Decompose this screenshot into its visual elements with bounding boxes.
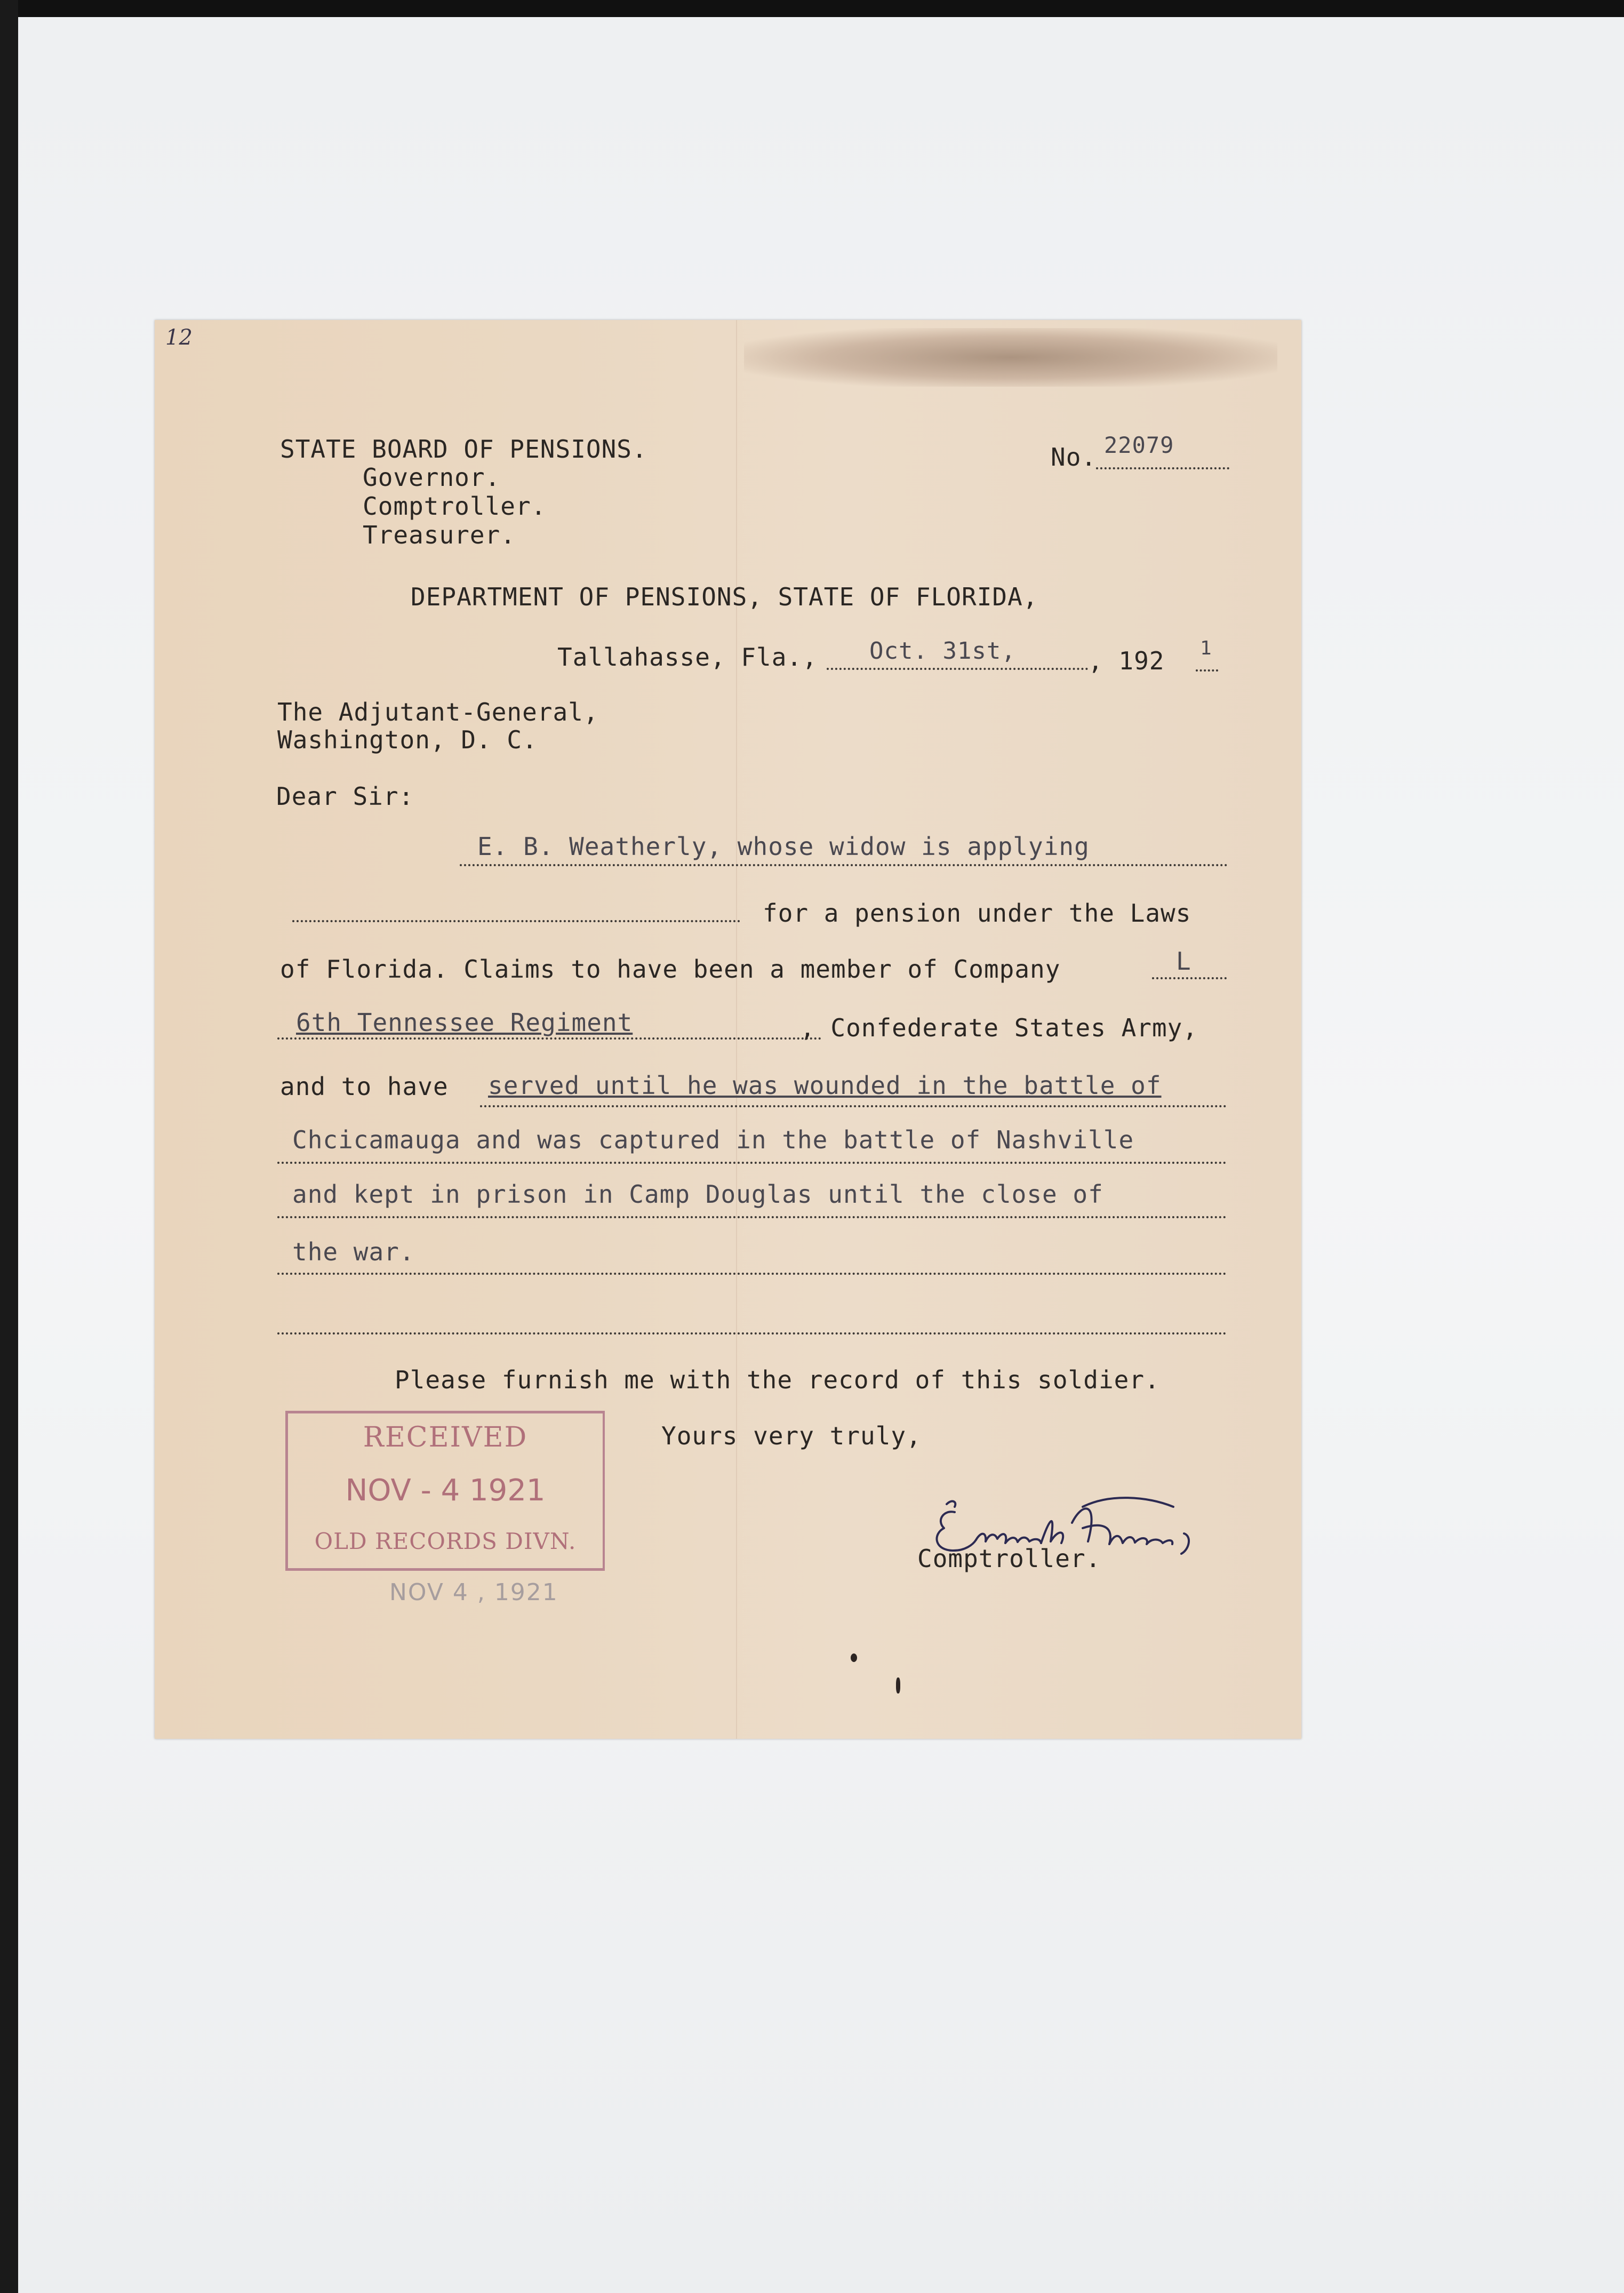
year-digit: 1 (1200, 637, 1212, 659)
signature-title: Comptroller. (917, 1544, 1101, 1573)
number-label: No. (1051, 443, 1097, 472)
soldier-name: E. B. Weatherly, whose widow is applying (477, 832, 1090, 861)
salutation: Dear Sir: (276, 782, 414, 811)
member-comptroller: Comptroller. (363, 492, 547, 521)
company-line (1152, 977, 1227, 979)
name-line (460, 864, 1228, 866)
service-rule-3 (277, 1216, 1227, 1218)
scan-top-border (0, 0, 1624, 17)
service-rule-2 (277, 1162, 1227, 1164)
member-treasurer: Treasurer. (363, 521, 516, 549)
regiment-value: 6th Tennessee Regiment (296, 1008, 633, 1037)
applicant-line (292, 920, 740, 922)
closing-text: Yours very truly, (661, 1421, 922, 1450)
pension-letter (155, 320, 1301, 1739)
request-text: Please furnish me with the record of this soldier. (395, 1365, 1160, 1394)
pension-text: for a pension under the Laws (763, 899, 1191, 928)
company-text: of Florida. Claims to have been a member of Company (280, 955, 1061, 984)
year-line (1196, 669, 1218, 672)
service-line-2: Chcicamauga and was captured in the battle of Nashville (292, 1125, 1134, 1154)
service-rule-1 (480, 1105, 1227, 1107)
stain-smudge (744, 328, 1277, 387)
department-heading: DEPARTMENT OF PENSIONS, STATE OF FLORIDA, (411, 582, 1038, 611)
service-rule-4 (277, 1273, 1227, 1275)
board-title: STATE BOARD OF PENSIONS. (280, 435, 647, 464)
received-stamp-date: NOV - 4 1921 (345, 1473, 546, 1508)
service-line-4: the war. (292, 1237, 415, 1266)
service-line-3: and kept in prison in Camp Douglas until the close of (292, 1180, 1103, 1209)
ink-spot-2 (896, 1677, 900, 1693)
number-value: 22079 (1104, 432, 1174, 458)
company-value: L (1176, 947, 1191, 976)
member-governor: Governor. (363, 463, 501, 492)
service-label: and to have (280, 1072, 449, 1101)
date-value: Oct. 31st, (869, 637, 1016, 665)
ink-spot (851, 1653, 857, 1662)
received-stamp-title: RECEIVED (363, 1421, 528, 1453)
service-line-1: served until he was wounded in the battle of (488, 1071, 1162, 1100)
place-label: Tallahasse, Fla., (557, 643, 818, 672)
addressee-line-1: The Adjutant-General, (277, 698, 599, 726)
paper-fold (736, 320, 737, 1739)
year-prefix: , 192 (1088, 646, 1165, 675)
received-stamp (285, 1411, 605, 1571)
scan-left-border (0, 0, 18, 2293)
received-stamp-division: OLD RECORDS DIVN. (314, 1528, 577, 1554)
number-line (1096, 467, 1229, 469)
date-line (827, 668, 1088, 670)
faint-date-stamp: NOV 4 , 1921 (389, 1579, 558, 1606)
addressee-line-2: Washington, D. C. (277, 725, 538, 754)
corner-mark: 12 (165, 325, 193, 350)
blank-rule (277, 1332, 1227, 1335)
regiment-line (277, 1037, 821, 1040)
army-text: , Confederate States Army, (800, 1013, 1198, 1042)
